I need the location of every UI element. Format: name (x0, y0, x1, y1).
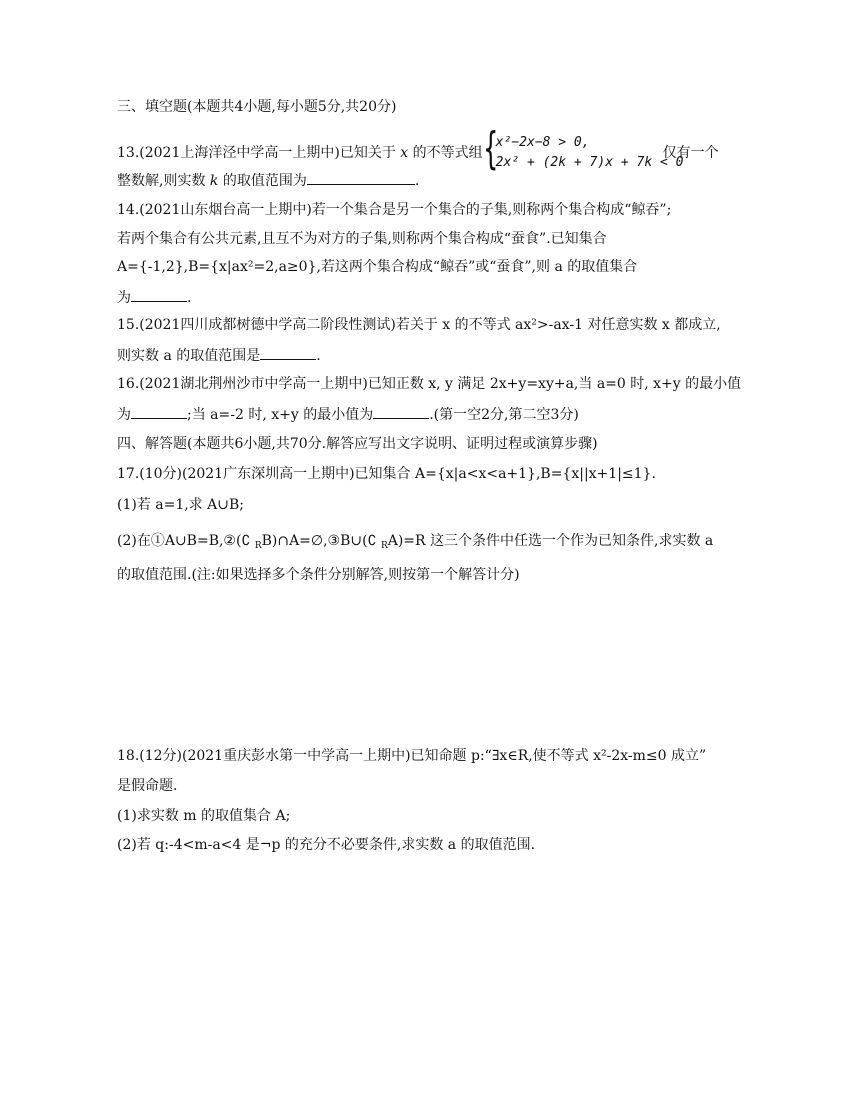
q14-line-3: A={-1,2},B={x|ax²=2,a≥0},若这两个集合构成“鲸吞”或“蚕食”,则 a 的取值集合 (117, 259, 638, 275)
q14-line-2: 若两个集合有公共元素,且互不为对方的子集,则称两个集合构成“蚕食”.已知集合 (117, 231, 607, 247)
q13-inequality-system (482, 123, 684, 174)
q17-complement-subscript-1: R (254, 541, 262, 551)
q13-line2-pre: 整数解,则实数 (117, 173, 210, 189)
section4-header: 四、解答题(本题共6小题,共70分.解答应写出文字说明、证明过程或演算步骤) (117, 436, 598, 452)
left-brace-symbol: { (482, 123, 499, 174)
q18-part-1: (1)求实数 m 的取值集合 A; (117, 808, 291, 824)
q16-line2-b: ;当 a=-2 时, x+y 的最小值为 (187, 407, 374, 423)
q15-line2-pre: 则实数 a 的取值范围是 (117, 348, 261, 364)
q13-line2-end: . (414, 173, 420, 189)
q16-answer-blank-1[interactable] (131, 403, 187, 419)
q14-line-1: 14.(2021山东烟台高一上期中)若一个集合是另一个集合的子集,则称两个集合构成“鲸吞”; (117, 202, 672, 218)
q17-part-2-continued: 的取值范围.(注:如果选择多个条件分别解答,则按第一个解答计分) (117, 567, 520, 583)
q15-line2-end: . (316, 348, 321, 364)
q17-part2-b: B)∩A=∅,③B∪(∁ (261, 533, 381, 549)
q14-line4-pre: 为 (117, 290, 131, 306)
q17-part2-a: (2)在①A∪B=B,②(∁ (117, 533, 255, 549)
q13-text-pre: 13.(2021上海洋泾中学高一上期中)已知关于 (117, 145, 401, 161)
q17-complement-subscript-2: R (380, 541, 388, 551)
q16-line-1: 16.(2021湖北荆州沙市中学高一上期中)已知正数 x, y 满足 2x+y=xy+a,当 a=0 时, x+y 的最小值 (117, 376, 742, 392)
q18-line-1: 18.(12分)(2021重庆彭水第一中学高一上期中)已知命题 p:“∃x∈R,使不等式 x²-2x-m≤0 成立” (117, 748, 707, 764)
q16-answer-blank-2[interactable] (373, 403, 429, 419)
section3-header: 三、填空题(本题共4小题,每小题5分,共20分) (117, 99, 397, 115)
q16-line2-c: .(第一空2分,第二空3分) (429, 407, 579, 423)
q13-var-x: x (400, 145, 409, 161)
q17-part2-c: A)=R 这三个条件中任选一个作为已知条件,求实数 a (387, 533, 714, 549)
q15-answer-blank[interactable] (260, 344, 316, 360)
q13-inequality-row-2: 2x² + (2k + 7)x + 7k < 0 (495, 155, 684, 170)
q17-part-1: (1)若 a=1,求 A∪B; (117, 497, 245, 513)
q16-line2-a: 为 (117, 407, 131, 423)
q13-line2-post: 的取值范围为 (218, 173, 307, 189)
q13-inequality-row-1: x²−2x−8 > 0, (495, 135, 590, 150)
q13-text-post: 仅有一个 (662, 145, 719, 161)
q13-var-k: k (209, 173, 219, 189)
q17-line-1: 17.(10分)(2021广东深圳高一上期中)已知集合 A={x|a<x<a+1},B={x||x+1|≤1}. (117, 466, 656, 482)
q18-part-2: (2)若 q:-4<m-a<4 是¬p 的充分不必要条件,求实数 a 的取值范围. (117, 837, 536, 853)
q18-line-2: 是假命题. (117, 778, 178, 794)
q14-answer-blank[interactable] (131, 286, 187, 302)
q15-line-1: 15.(2021四川成都树德中学高二阶段性测试)若关于 x 的不等式 ax²>-ax-1 对任意实数 x 都成立, (117, 317, 721, 333)
q13-text-mid: 的不等式组 (408, 145, 483, 161)
q14-line4-end: . (187, 290, 192, 306)
q13-answer-blank[interactable] (307, 169, 415, 185)
